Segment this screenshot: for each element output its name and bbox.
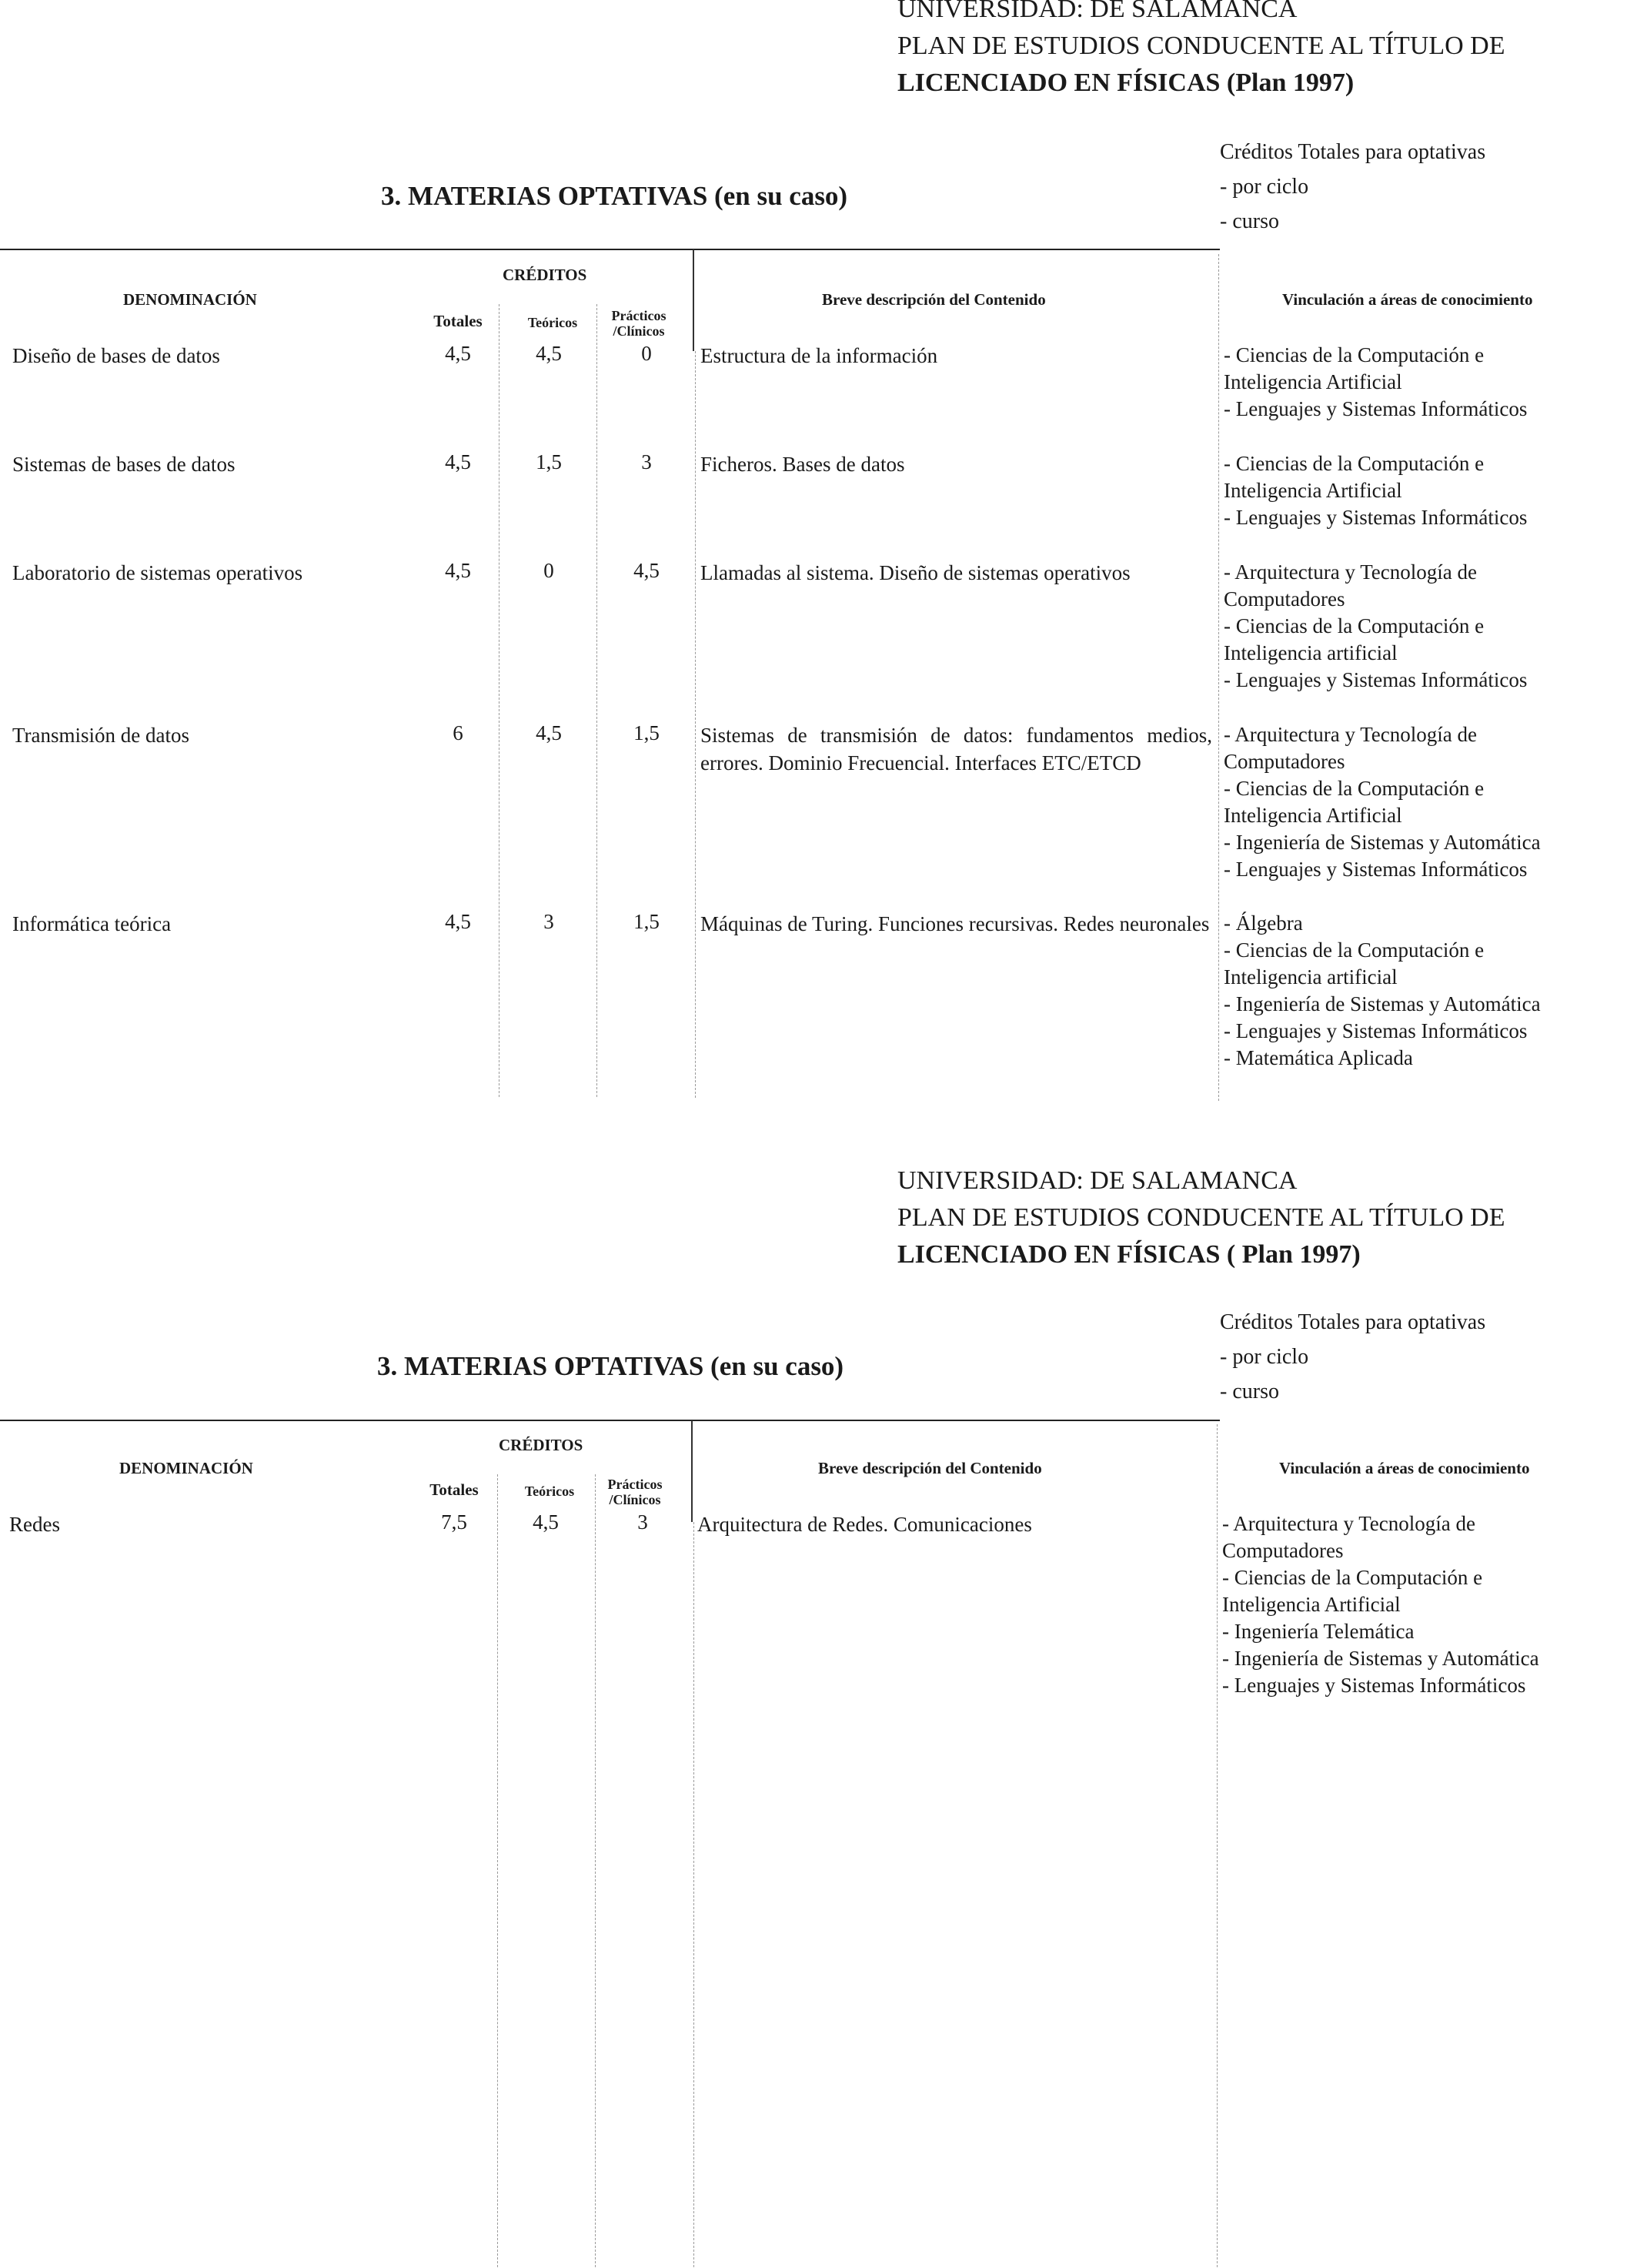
subject-name: Informática teórica <box>12 912 172 935</box>
university-line: UNIVERSIDAD: DE SALAMANCA <box>897 0 1298 23</box>
plan-line: PLAN DE ESTUDIOS CONDUCENTE AL TÍTULO DE <box>897 32 1505 60</box>
column-divider <box>693 249 694 351</box>
col-header-denominacion: DENOMINACIÓN <box>119 1459 253 1477</box>
credits-theory: 4,5 <box>536 721 562 744</box>
credits-summary-box <box>1220 1305 1485 1409</box>
credits-practice: 4,5 <box>633 559 660 582</box>
col-header-descripcion: Breve descripción del Contenido <box>818 1459 1042 1477</box>
column-divider <box>596 304 597 1097</box>
degree-line: LICENCIADO EN FÍSICAS (Plan 1997) <box>897 69 1355 97</box>
table-top-rule <box>0 249 1220 250</box>
university-header <box>897 0 1505 102</box>
subject-name: Transmisión de datos <box>12 724 190 747</box>
credits-summary-label: Créditos Totales para optativas <box>1220 1310 1486 1334</box>
credits-practice: 1,5 <box>633 721 660 744</box>
subject-name: Sistemas de bases de datos <box>12 453 236 476</box>
credits-practice: 3 <box>637 1510 648 1534</box>
credits-total: 4,5 <box>445 450 471 473</box>
col-header-denominacion: DENOMINACIÓN <box>123 290 257 309</box>
col-header-teoricos: Teóricos <box>524 1484 575 1499</box>
subject-name: Laboratorio de sistemas operativos <box>12 561 303 584</box>
subject-description: Llamadas al sistema. Diseño de sistemas operativos <box>700 561 1131 584</box>
column-divider <box>695 351 696 1098</box>
knowledge-areas: - Arquitectura y Tecnología de Computadores - Ciencias de la Computación e Inteligencia artificial - Lenguajes y Sistemas Informáticos <box>1224 560 1528 691</box>
column-divider <box>1218 254 1219 1101</box>
credits-theory: 4,5 <box>536 342 562 365</box>
knowledge-areas: - Arquitectura y Tecnología de Computadores - Ciencias de la Computación e Inteligencia Artificial - Ingeniería Telemática - Ingeniería de Sistemas y Automática - Lenguajes y Sistemas Informáticos <box>1222 1512 1539 1697</box>
credits-total: 4,5 <box>445 559 471 582</box>
col-header-creditos: CRÉDITOS <box>499 1436 583 1454</box>
section-title: 3. MATERIAS OPTATIVAS (en su caso) <box>381 181 848 211</box>
col-header-descripcion: Breve descripción del Contenido <box>822 290 1046 309</box>
subject-description: Arquitectura de Redes. Comunicaciones <box>697 1513 1032 1536</box>
column-divider <box>595 1474 596 2267</box>
col-header-totales: Totales <box>429 1480 479 1499</box>
section-title: 3. MATERIAS OPTATIVAS (en su caso) <box>377 1351 844 1381</box>
subject-description: Ficheros. Bases de datos <box>700 453 905 476</box>
credits-practice: 3 <box>641 450 652 473</box>
subject-name: Redes <box>9 1513 60 1536</box>
column-divider <box>691 1420 693 1522</box>
credits-per-course: - curso <box>1220 209 1279 233</box>
credits-theory: 4,5 <box>533 1510 559 1534</box>
credits-per-cycle: - por ciclo <box>1220 1345 1309 1369</box>
credits-total: 7,5 <box>441 1510 467 1534</box>
column-divider <box>1217 1424 1218 2267</box>
col-header-vinculacion: Vinculación a áreas de conocimiento <box>1282 290 1533 309</box>
subject-name: Diseño de bases de datos <box>12 344 220 367</box>
col-header-totales: Totales <box>433 312 483 330</box>
credits-practice: 1,5 <box>633 910 660 933</box>
university-line: UNIVERSIDAD: DE SALAMANCA <box>897 1166 1298 1195</box>
credits-per-course: - curso <box>1220 1380 1279 1403</box>
knowledge-areas: - Ciencias de la Computación e Inteligencia Artificial - Lenguajes y Sistemas Informáticos <box>1224 343 1528 420</box>
degree-line: LICENCIADO EN FÍSICAS ( Plan 1997) <box>897 1240 1361 1269</box>
knowledge-areas: - Ciencias de la Computación e Inteligencia Artificial - Lenguajes y Sistemas Informáticos <box>1224 452 1528 529</box>
col-header-vinculacion: Vinculación a áreas de conocimiento <box>1279 1459 1530 1477</box>
plan-line: PLAN DE ESTUDIOS CONDUCENTE AL TÍTULO DE <box>897 1203 1505 1232</box>
col-header-creditos: CRÉDITOS <box>503 266 587 284</box>
credits-summary-box <box>1220 135 1485 239</box>
credits-theory: 1,5 <box>536 450 562 473</box>
table-top-rule <box>0 1420 1220 1421</box>
column-divider <box>693 1522 694 2267</box>
university-header <box>897 1162 1505 1273</box>
credits-per-cycle: - por ciclo <box>1220 175 1309 199</box>
subject-description: Estructura de la información <box>700 344 938 367</box>
credits-theory: 0 <box>543 559 554 582</box>
col-header-teoricos: Teóricos <box>527 315 578 330</box>
column-divider <box>497 1474 498 2267</box>
credits-total: 6 <box>453 721 463 744</box>
credits-summary-label: Créditos Totales para optativas <box>1220 140 1486 164</box>
knowledge-areas: - Álgebra - Ciencias de la Computación e Inteligencia artificial - Ingeniería de Sistemas y Automática - Lenguajes y Sistemas Informáticos - Matemática Aplicada <box>1224 912 1541 1069</box>
credits-total: 4,5 <box>445 342 471 365</box>
credits-practice: 0 <box>641 342 652 365</box>
subject-description: Sistemas de transmisión de datos: fundamentos medios, errores. Dominio Frecuencial. Interfaces ETC/ETCD <box>700 724 1212 774</box>
col-header-practicos: Prácticos /Clínicos <box>611 308 666 339</box>
knowledge-areas: - Arquitectura y Tecnología de Computadores - Ciencias de la Computación e Inteligencia Artificial - Ingeniería de Sistemas y Automática - Lenguajes y Sistemas Informáticos <box>1224 723 1541 881</box>
credits-total: 4,5 <box>445 910 471 933</box>
subject-description: Máquinas de Turing. Funciones recursivas. Redes neuronales <box>700 912 1210 935</box>
credits-theory: 3 <box>543 910 554 933</box>
col-header-practicos: Prácticos /Clínicos <box>607 1477 663 1507</box>
